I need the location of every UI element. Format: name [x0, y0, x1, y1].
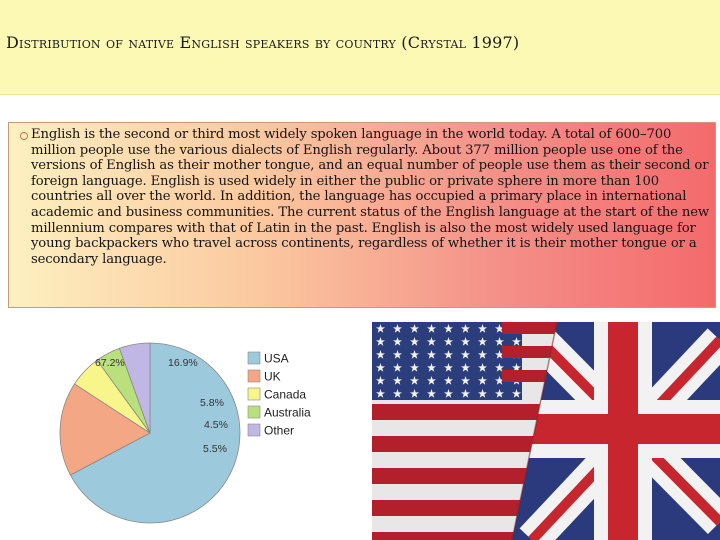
- legend-label: USA: [264, 351, 289, 366]
- pie-value-label: 5.8%: [200, 397, 224, 409]
- legend-label: Australia: [264, 405, 311, 420]
- bullet-icon: [20, 132, 28, 140]
- slide-title: Distribution of native English speakers by country (Crystal 1997): [6, 33, 520, 52]
- title-bar: [0, 0, 720, 95]
- legend-label: UK: [264, 369, 281, 384]
- legend-swatch: [248, 406, 260, 418]
- legend-swatch: [248, 370, 260, 382]
- legend-label: Canada: [264, 387, 307, 402]
- text-panel: [8, 122, 716, 308]
- pie-value-label: 16.9%: [168, 357, 198, 369]
- pie-value-label: 4.5%: [204, 419, 228, 431]
- legend-swatch: [248, 424, 260, 436]
- legend-swatch: [248, 352, 260, 364]
- body-text: English is the second or third most widely spoken language in the world today. A total of 600–700 million people use the various dialects of English regularly. About 377 million people use one of the versions of English as their mother tongue, and an equal number of people use them as their second or foreign language. English is used widely in either the public or private sphere in more than 100 countries all over the world. In addition, the language has occupied a primary place in international academic and business communities. The current status of the English language at the start of the new millennium compares with that of Latin in the past. English is also the most widely used language for young backpackers who travel across continents, regardless of whether it is their mother tongue or a secondary language.: [31, 127, 710, 267]
- pie-value-label: 5.5%: [203, 443, 227, 455]
- flags-photo: [372, 322, 720, 540]
- pie-value-label: 67.2%: [95, 357, 125, 369]
- legend-label: Other: [264, 423, 295, 438]
- legend-swatch: [248, 388, 260, 400]
- pie-chart: [40, 318, 330, 528]
